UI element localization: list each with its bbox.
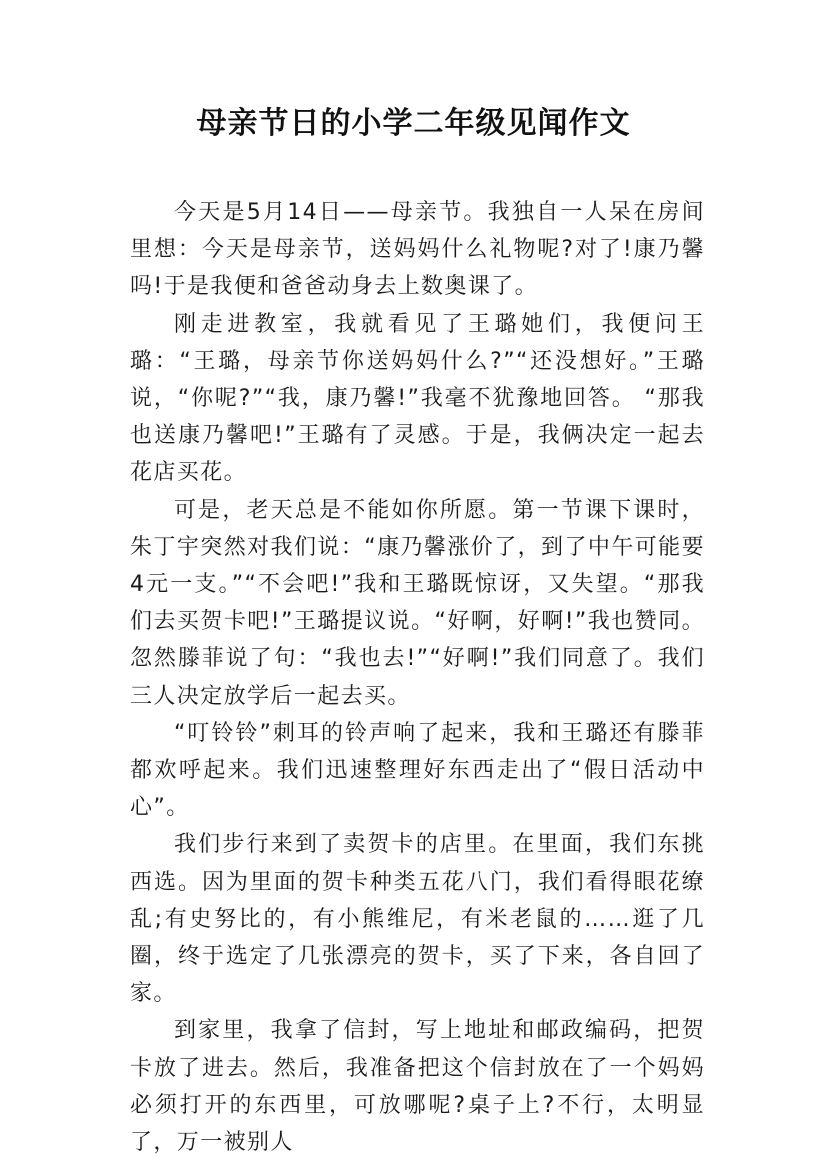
- document-title: 母亲节日的小学二年级见闻作文: [196, 106, 631, 141]
- paragraph: 我们步行来到了卖贺卡的店里。在里面，我们东挑西选。因为里面的贺卡种类五花八门，我们看得眼花缭乱;有史努比的，有小熊维尼，有米老鼠的……逛了几圈，终于选定了几张漂亮的贺卡，买了下来，各自回了家。: [130, 832, 705, 1007]
- paragraph: 刚走进教室，我就看见了王璐她们，我便问王璐：“王璐，母亲节你送妈妈什么?”“还没想好。”王璐说，“你呢?”“我，康乃馨!”我毫不犹豫地回答。 “那我也送康乃馨吧!”王璐有了灵感。于是，我俩决定一起去花店买花。: [130, 311, 705, 486]
- paragraph: 今天是5月14日——母亲节。我独自一人呆在房间里想：今天是母亲节，送妈妈什么礼物呢?对了!康乃馨吗!于是我便和爸爸动身去上数奥课了。: [130, 200, 705, 300]
- paragraph: 可是，老天总是不能如你所愿。第一节课下课时，朱丁宇突然对我们说：“康乃馨涨价了，到了中午可能要4元一支。”“不会吧!”我和王璐既惊讶，又失望。“那我们去买贺卡吧!”王璐提议说。“好啊，好啊!”我也赞同。忽然滕菲说了句：“我也去!”“好啊!”我们同意了。我们三人决定放学后一起去买。: [130, 497, 705, 709]
- paragraph: “叮铃铃”刺耳的铃声响了起来，我和王璐还有滕菲都欢呼起来。我们迅速整理好东西走出了“假日活动中心”。: [130, 720, 705, 821]
- paragraph: 到家里，我拿了信封，写上地址和邮政编码，把贺卡放了进去。然后，我准备把这个信封放在了一个妈妈必须打开的东西里，可放哪呢?桌子上?不行，太明显了，万一被别人: [130, 1018, 705, 1156]
- document-body: [130, 194, 705, 1161]
